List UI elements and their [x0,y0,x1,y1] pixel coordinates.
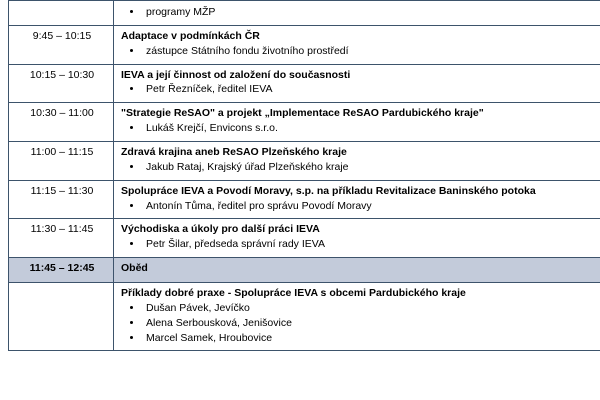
row-title: Východiska a úkoly pro další práci IEVA [121,223,320,236]
row-time: 11:00 – 11:15 [9,142,114,181]
list-item: • Marcel Samek, Hroubovice [143,332,599,346]
row-bullet-list [121,6,599,20]
row-title: IEVA a její činnost od založení do současnosti [121,68,351,81]
row-title: Adaptace v podmínkách ČR [121,29,260,42]
table-row [9,180,600,219]
row-time: 9:45 – 10:15 [9,25,114,64]
row-content [114,258,600,283]
row-content [114,1,600,26]
row-time [9,283,114,351]
row-time [9,1,114,26]
table-row [9,25,600,64]
row-content [114,25,600,64]
table-row [9,1,600,26]
table-row [9,219,600,258]
list-item: • Dušan Pávek, Jevíčko [143,302,599,316]
list-item: • Jakub Rataj, Krajský úřad Plzeňského kraje [143,161,599,175]
row-bullet-list [121,200,599,214]
list-item: • Petr Šilar, předseda správní rady IEVA [143,238,599,252]
row-time: 11:15 – 11:30 [9,180,114,219]
row-time: 10:30 – 11:00 [9,103,114,142]
row-content [114,103,600,142]
table-row [9,103,600,142]
row-title: Spolupráce IEVA a Povodí Moravy, s.p. na příkladu Revitalizace Baninského potoka [121,184,536,197]
list-item: • Alena Serbousková, Jenišovice [143,317,599,331]
row-bullet-list [121,161,599,175]
list-item: • Petr Řezníček, ředitel IEVA [143,83,599,97]
list-item: • Antonín Tůma, ředitel pro správu Povodí Moravy [143,200,599,214]
row-content [114,64,600,103]
table-row-lunch [9,258,600,283]
row-time: 11:30 – 11:45 [9,219,114,258]
row-title: Zdravá krajina aneb ReSAO Plzeňského kraje [121,146,347,159]
row-bullet-list [121,83,599,97]
row-content [114,180,600,219]
row-time: 10:15 – 10:30 [9,64,114,103]
table-row [9,142,600,181]
row-bullet-list [121,302,599,346]
row-bullet-list [121,45,599,59]
row-bullet-list [121,122,599,136]
row-content [114,283,600,351]
schedule-table [8,0,600,351]
schedule-table-body [9,1,600,351]
table-row [9,64,600,103]
row-bullet-list [121,238,599,252]
row-title: Oběd [121,262,148,275]
list-item: • Lukáš Krejčí, Envicons s.r.o. [143,122,599,136]
list-item: • zástupce Státního fondu životního prostředí [143,45,599,59]
row-content [114,219,600,258]
table-row [9,283,600,351]
row-title: Příklady dobré praxe - Spolupráce IEVA s obcemi Pardubického kraje [121,287,466,300]
row-content [114,142,600,181]
list-item: • programy MŽP [143,6,599,20]
row-time: 11:45 – 12:45 [9,258,114,283]
row-title: "Strategie ReSAO" a projekt „Implementace ReSAO Pardubického kraje" [121,107,484,120]
